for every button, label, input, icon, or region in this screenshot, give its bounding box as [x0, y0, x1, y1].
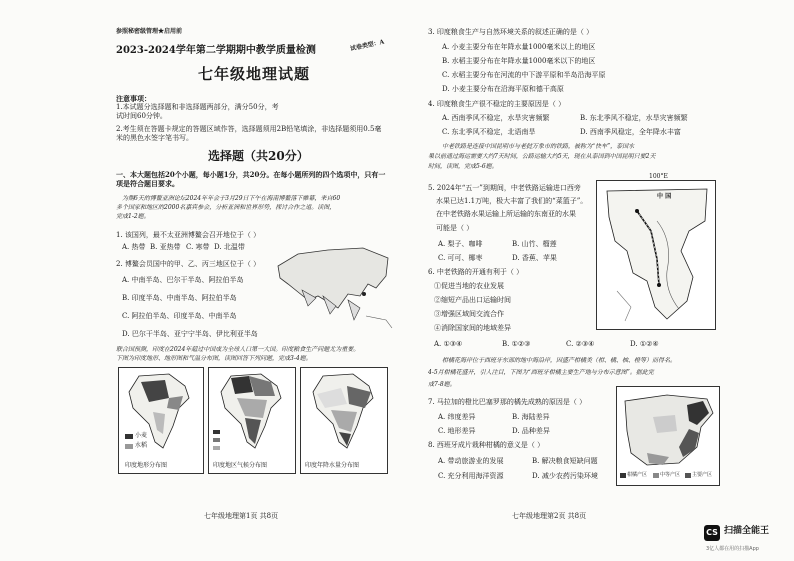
notes-line: 2.考生须在答题卡规定的答题区域作答，选择题须用2B铅笔填涂，非选择题须用0.5毫 — [116, 125, 382, 133]
page-footer: 七年级地理第2页 共8页 — [512, 512, 587, 520]
page-footer: 七年级地理第1页 共8页 — [204, 512, 279, 520]
q6-option: B. ①②③ — [502, 340, 531, 348]
india-map-1 — [118, 367, 204, 474]
passage-line: 柑橘花海岸位于西班牙东部的地中海沿岸，因盛产柑橘类（柑、橘、柚、橙等）而得名。 — [442, 357, 677, 364]
question-6: 6. 中老铁路的开通有利于（ ） — [428, 268, 524, 276]
spain-legend-label: 中等产区 — [660, 472, 681, 478]
map-longitude-label: 100°E — [649, 173, 668, 180]
passage-line: 4-5月柑橘花盛开，引人注目，下图为“西班牙柑橘主要生产地与分布示意图”。据此完 — [428, 369, 654, 376]
india-map-2 — [208, 367, 296, 474]
section-title: 选择题（共20分） — [208, 149, 309, 163]
india-map-1-drawing — [119, 368, 203, 460]
q2-option: A. 中南半岛、巴尔干半岛、阿拉伯半岛 — [122, 276, 244, 284]
q7-option: C. 地形差异 — [438, 427, 476, 435]
secret-level: 参照秘密级管理★启用前 — [116, 28, 183, 35]
laos-railway-map — [596, 173, 716, 330]
q6-statement: ④消除国家间的地域差异 — [434, 324, 511, 332]
q4-option: B. 东北季风不稳定，水旱灾害频繁 — [580, 114, 688, 122]
question-8: 8. 西班牙成片栽种柑橘的意义是（ ） — [428, 441, 545, 449]
spain-legend-label: 柑橘产区 — [627, 472, 648, 478]
notes-heading: 注意事项： — [116, 94, 151, 103]
scanner-tagline: 3亿人都在用的扫描App — [706, 546, 759, 552]
q2-option: C. 阿拉伯半岛、印度半岛、中南半岛 — [122, 312, 237, 320]
q7-option: B. 海陆差异 — [512, 413, 550, 421]
q1-option: D. 北温带 — [214, 243, 245, 251]
scanner-watermark — [704, 523, 792, 557]
q5-option: A. 梨子、咖啡 — [438, 240, 483, 248]
q7-option: D. 品种差异 — [512, 427, 550, 435]
map-caption: 印度年降水量分布图 — [305, 462, 360, 469]
q1-option: B. 亚热带 — [150, 243, 181, 251]
q7-option: A. 纬度差异 — [438, 413, 476, 421]
asia-map — [268, 236, 398, 332]
legend-label-wheat: 小麦 — [135, 432, 148, 439]
spain-orange-map — [616, 386, 720, 486]
spain-legend-label: 主要产区 — [692, 472, 713, 478]
subject-title: 七年级地理试题 — [198, 65, 311, 83]
q4-option: C. 东北季风不稳定，北语南旱 — [442, 128, 536, 136]
legend-swatch-main — [685, 473, 691, 478]
left-page — [108, 0, 408, 561]
exam-title: 2023-2024学年第二学期期中教学质量检测 — [116, 45, 316, 56]
q2-option: D. 巴尔干半岛、亚宁宁半岛、伊比利亚半岛 — [122, 330, 258, 338]
paper-type: 试卷类型：A — [349, 38, 385, 53]
section-intro: 项是符合题目要求。 — [116, 179, 179, 188]
india-map-2-drawing — [209, 368, 295, 460]
notes-line: 米的黑色水签字笔书写。 — [116, 134, 193, 142]
section-intro: 一、本大题包括20个小题，每小题1分，共20分。在每小题所列的四个选项中，只有一 — [116, 170, 386, 179]
question-5: 水果已达1.1万吨，极大丰富了我们的“菜篮子”。 — [436, 197, 588, 205]
q6-statement: ②缩短产品出口运输时间 — [434, 296, 511, 304]
question-5: 在中老铁路水果运输上所运输的东南亚的水果 — [436, 210, 576, 218]
map-caption: 印度地形分布图 — [125, 462, 168, 469]
map-caption: 印度地区气候分布图 — [213, 462, 268, 469]
scanner-logo-icon: CS — [704, 525, 720, 541]
passage-line: 为期6天的博鳌亚洲论坛2024年年会于3月29日下午在海南博鳌落下帷幕，来自60 — [122, 195, 341, 202]
q3-option: C. 水稻主要分布在河流的中下游平原和半岛沿海平原 — [442, 71, 606, 79]
q1-option: A. 热带 — [122, 243, 146, 251]
map-country-label: 中 国 — [657, 193, 672, 200]
q6-option: A. ①③④ — [434, 340, 463, 348]
q6-option: C. ②③④ — [566, 340, 595, 348]
q8-option: D. 减少农药污染环境 — [532, 472, 598, 480]
asia-map-drawing — [268, 236, 398, 332]
q6-option: D. ①②④ — [630, 340, 659, 348]
q3-option: D. 小麦主要分布在沿海平原和德干高原 — [442, 85, 564, 93]
q4-option: D. 西南季风稳定，全年降水丰富 — [580, 128, 681, 136]
question-4: 4. 印度粮食生产很不稳定的主要原因是（ ） — [428, 100, 566, 108]
q8-option: C. 充分利用海洋资源 — [438, 472, 504, 480]
passage-line: 多个国家和地区的2000名嘉宾参会，分析亚洲和世界形势，探讨合作之道。读图， — [116, 204, 336, 211]
q4-option: A. 西南季风不稳定，水旱灾害频繁 — [442, 114, 550, 122]
question-1: 1. 该国列，最不太亚洲博鳌会召开地位于（ ） — [116, 231, 261, 239]
passage-line: 联合国预测，印度在2024年超过中国成为全球人口第一大国。印度粮食生产问题尤为重要。 — [116, 346, 360, 353]
q8-option: A. 带动旅游业的发展 — [438, 457, 504, 465]
q6-statement: ①促进当地的农业发展 — [434, 282, 504, 290]
passage-line: 下图为印度地形、地形图和气温分布图，读图回答下列问题，完成3-4题。 — [116, 355, 312, 362]
q5-option: B. 山竹、榴莲 — [512, 240, 557, 248]
notes-line: 试时间60分钟。 — [116, 112, 167, 120]
q1-option: C. 寒带 — [186, 243, 210, 251]
notes-line: 1.本试题分选择题和非选择题两部分，满分50分，考 — [116, 103, 279, 111]
passage-line: 果以前通过海运需要大约7天时间，公路运输大约5天，现在从泰国到中国昆明只要2天 — [428, 153, 656, 160]
question-5: 可能是（ ） — [436, 224, 474, 232]
india-map-3-drawing — [301, 368, 387, 460]
passage-line: 中老铁路是连接中国昆明市与老挝万象市的铁路，被称为“快车”，泰国水 — [442, 143, 635, 150]
india-map-3 — [300, 367, 388, 474]
legend-swatch-citrus — [620, 473, 626, 478]
legend-swatch-medium — [653, 473, 659, 478]
q5-option: C. 可可、椰枣 — [438, 254, 483, 262]
question-7: 7. 马拉加的橙比巴塞罗那的橘先成熟的原因是（ ） — [428, 398, 587, 406]
question-3: 3. 印度粮食生产与自然环境关系的叙述正确的是（ ） — [428, 28, 594, 36]
spain-orange-map-drawing — [617, 387, 719, 471]
right-page — [420, 0, 720, 561]
scanner-name: 扫描全能王 — [724, 526, 770, 536]
q3-option: A. 小麦主要分布在年降水量1000毫米以上的地区 — [442, 43, 596, 51]
q2-option: B. 印度半岛、中南半岛、阿拉伯半岛 — [122, 294, 237, 302]
laos-railway-map-drawing — [597, 181, 715, 329]
question-2: 2. 博鳌会员国中的甲、乙、丙三地区位于（ ） — [116, 260, 261, 268]
q5-option: D. 香蕉、苹果 — [512, 254, 557, 262]
passage-line: 成7-8题。 — [428, 381, 456, 388]
question-5: 5. 2024年“五一”到期间，中老铁路运输进口西旁 — [428, 184, 581, 192]
q8-option: B. 解决粮食短缺问题 — [532, 457, 598, 465]
q6-statement: ③增强区域间交流合作 — [434, 310, 504, 318]
passage-line: 完成1-2题。 — [116, 213, 150, 220]
q3-option: B. 水稻主要分布在年降水量1000毫米以下的地区 — [442, 57, 596, 65]
legend-label-rice: 水稻 — [135, 442, 148, 449]
passage-line: 时间，读图，完成5-6题。 — [428, 163, 498, 170]
